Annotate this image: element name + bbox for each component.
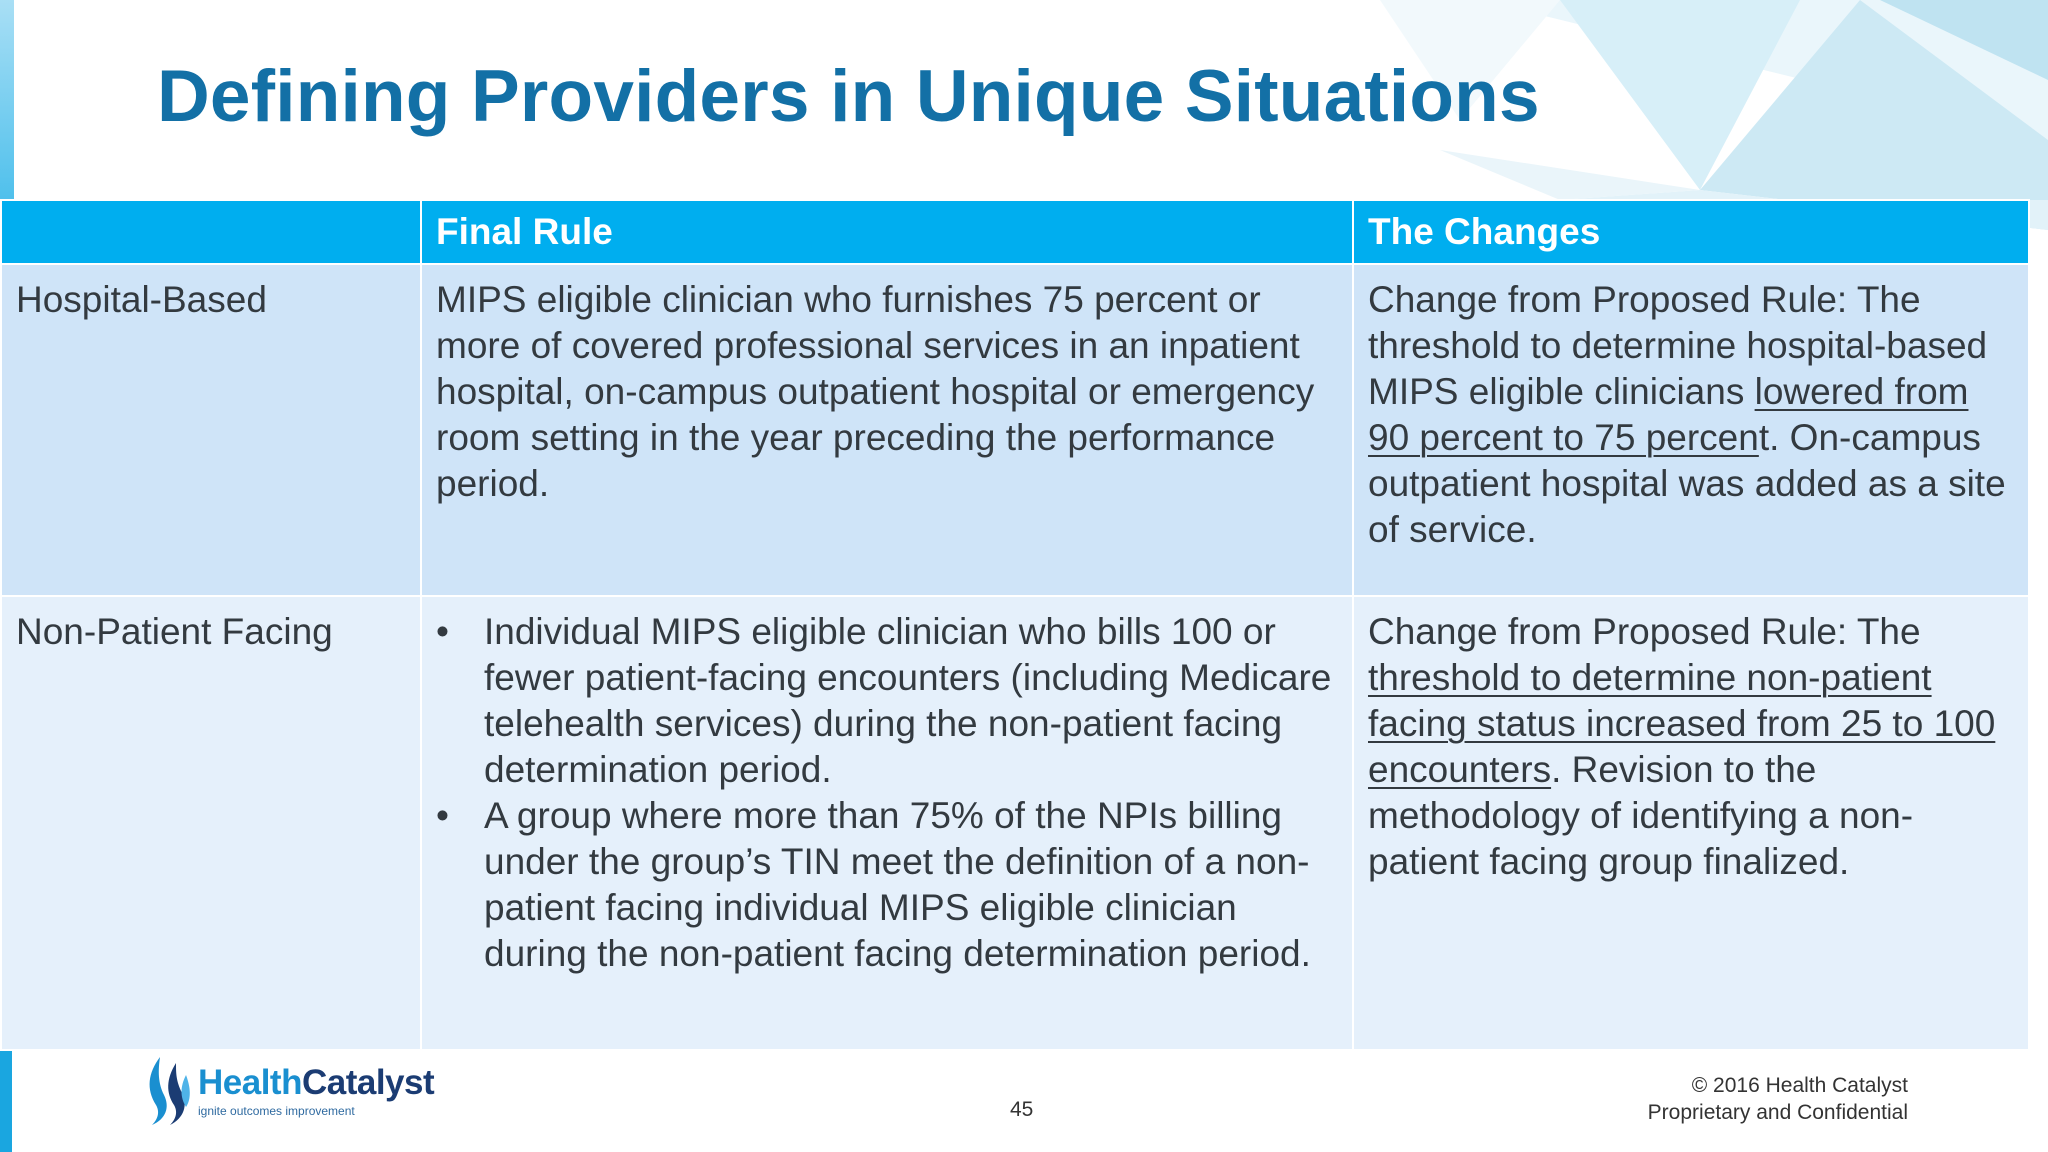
changes-text-end: t. On-campus outpatient hospital was added as a site of service.: [1368, 417, 2006, 550]
row-label: Non-Patient Facing: [1, 596, 421, 1050]
slide-title: Defining Providers in Unique Situations: [157, 56, 1540, 137]
page-number: 45: [1010, 1098, 1034, 1121]
row-label: Hospital-Based: [1, 264, 421, 596]
bullet-item: • A group where more than 75% of the NPIs billing under the group’s TIN meet the definition of a non-patient facing individual MIPS eligible clinician during the non-patient facing determination period.: [436, 793, 1338, 977]
header-the-changes: The Changes: [1353, 200, 2029, 264]
changes-underlined-text: lowered from 90 percent to 75 percen: [1368, 371, 1969, 458]
copyright-block: [1648, 1072, 1908, 1126]
logo-wordmark: [198, 1065, 434, 1101]
left-accent-bar-bottom: [0, 1050, 12, 1152]
changes-text: Change from Proposed Rule: The threshold to determine hospital-based MIPS eligible clinicians: [1368, 279, 1988, 412]
table-row-non-patient-facing: [1, 596, 2029, 1050]
left-accent-bar: [0, 0, 14, 200]
logo-tagline: ignite outcomes improvement: [198, 1104, 355, 1118]
table-row-hospital-based: [1, 264, 2029, 596]
changes-underlined-text: threshold to determine non-patient facing status increased from 25 to 100 encounters: [1368, 657, 1996, 790]
changes-text: Change from Proposed Rule: The: [1368, 611, 1921, 652]
changes-cell: [1353, 596, 2029, 1050]
copyright-text: © 2016 Health Catalyst: [1691, 1074, 1908, 1097]
header-empty: [1, 200, 421, 264]
bullet-item: • Individual MIPS eligible clinician who bills 100 or fewer patient-facing encounters (including Medicare telehealth services) during the non-patient facing determination period.: [436, 609, 1338, 793]
changes-cell: [1353, 264, 2029, 596]
header-final-rule: Final Rule: [421, 200, 1353, 264]
final-rule-bullet-list: [436, 609, 1338, 977]
table-header-row: [1, 200, 2029, 264]
final-rule-cell: MIPS eligible clinician who furnishes 75 percent or more of covered professional services in an inpatient hospital, on-campus outpatient hospital or emergency room setting in the year preceding the performance period.: [421, 264, 1353, 596]
logo-name-catalyst: Catalyst: [301, 1063, 435, 1102]
flame-icon: [142, 1055, 194, 1127]
health-catalyst-logo: [142, 1055, 434, 1127]
comparison-table: [0, 199, 2030, 1051]
changes-text-end: . Revision to the methodology of identifying a non-patient facing group finalized.: [1368, 749, 1914, 882]
logo-name-health: Health: [198, 1063, 302, 1102]
confidential-text: Proprietary and Confidential: [1647, 1101, 1908, 1124]
logo-text: [198, 1065, 434, 1118]
final-rule-cell: [421, 596, 1353, 1050]
